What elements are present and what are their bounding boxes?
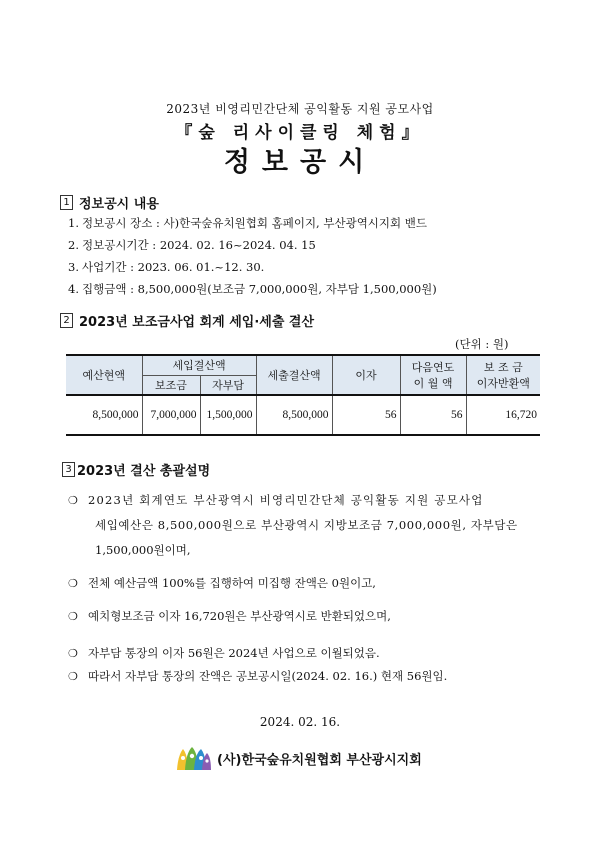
- section-2-heading: [60, 311, 314, 330]
- list-item: 3. 사업기간 : 2023. 06. 01.~12. 30.: [68, 260, 265, 274]
- section-1-number: 1: [60, 195, 73, 210]
- summary-paragraph-1-cont: 세입예산은 8,500,000원으로 부산광역시 지방보조금 7,000,000원, 자부담은: [95, 518, 518, 532]
- cell-refund: 16,720: [466, 395, 540, 435]
- bullet-icon: ❍: [68, 610, 78, 623]
- header-self: 자부담: [200, 375, 256, 395]
- cell-budget: 8,500,000: [66, 395, 142, 435]
- summary-paragraph-1-cont: 1,500,000원이며,: [95, 543, 191, 557]
- table-row: [66, 395, 540, 435]
- header-revenue: 세입결산액: [142, 355, 256, 375]
- settlement-table: [66, 354, 540, 436]
- cell-self: 1,500,000: [200, 395, 256, 435]
- section-2-number: 2: [60, 313, 73, 328]
- section-1-heading: [60, 193, 159, 212]
- section-1-title: 정보공시 내용: [79, 197, 159, 212]
- section-3-number: 3: [62, 462, 75, 477]
- summary-paragraph-2: ❍ 전체 예산금액 100%를 집행하여 미집행 잔액은 0원이고,: [68, 576, 376, 590]
- cell-carryover: 56: [400, 395, 466, 435]
- bullet-icon: ❍: [68, 494, 78, 507]
- header-expenditure: 세출결산액: [256, 355, 332, 395]
- header-interest: 이자: [332, 355, 400, 395]
- organization-signature: [175, 745, 422, 771]
- bullet-icon: ❍: [68, 670, 78, 683]
- unit-label: (단위 : 원): [455, 337, 509, 351]
- header-budget: 예산현액: [66, 355, 142, 395]
- section-3-title: 2023년 결산 총괄설명: [77, 464, 211, 479]
- bullet-icon: ❍: [68, 647, 78, 660]
- header-refund: 보 조 금 이자반환액: [466, 355, 540, 395]
- page-title: 정보공시: [223, 147, 377, 178]
- summary-paragraph-3: ❍ 예치형보조금 이자 16,720원은 부산광역시로 반환되었으며,: [68, 609, 391, 623]
- cell-subsidy: 7,000,000: [142, 395, 200, 435]
- document-subtitle: 2023년 비영리민간단체 공익활동 지원 공모사업: [166, 102, 434, 116]
- list-item: 2. 정보공시기간 : 2024. 02. 16~2024. 04. 15: [68, 238, 316, 252]
- summary-paragraph-5: ❍ 따라서 자부담 통장의 잔액은 공보공시일(2024. 02. 16.) 현재 56원임.: [68, 669, 448, 683]
- cell-expenditure: 8,500,000: [256, 395, 332, 435]
- section-3-heading: [62, 460, 210, 479]
- header-subsidy: 보조금: [142, 375, 200, 395]
- summary-paragraph-1: ❍ 2023년 회계연도 부산광역시 비영리민간단체 공익활동 지원 공모사업: [68, 493, 484, 507]
- header-carryover: 다음연도 이 월 액: [400, 355, 466, 395]
- organization-name: (사)한국숲유치원협회 부산광시지회: [217, 752, 422, 768]
- list-item: 4. 집행금액 : 8,500,000원(보조금 7,000,000원, 자부담 1,500,000원): [68, 282, 437, 296]
- publish-date: 2024. 02. 16.: [259, 715, 341, 729]
- program-title: 『숲 리사이클링 체험』: [175, 123, 425, 143]
- list-item: 1. 정보공시 장소 : 사)한국숲유치원협회 홈페이지, 부산광역시지회 밴드: [68, 216, 427, 230]
- org-logo-icon: [175, 745, 213, 771]
- summary-paragraph-4: ❍ 자부담 통장의 이자 56원은 2024년 사업으로 이월되었음.: [68, 646, 380, 660]
- bullet-icon: ❍: [68, 577, 78, 590]
- section-2-title: 2023년 보조금사업 회계 세입·세출 결산: [79, 315, 315, 330]
- cell-interest: 56: [332, 395, 400, 435]
